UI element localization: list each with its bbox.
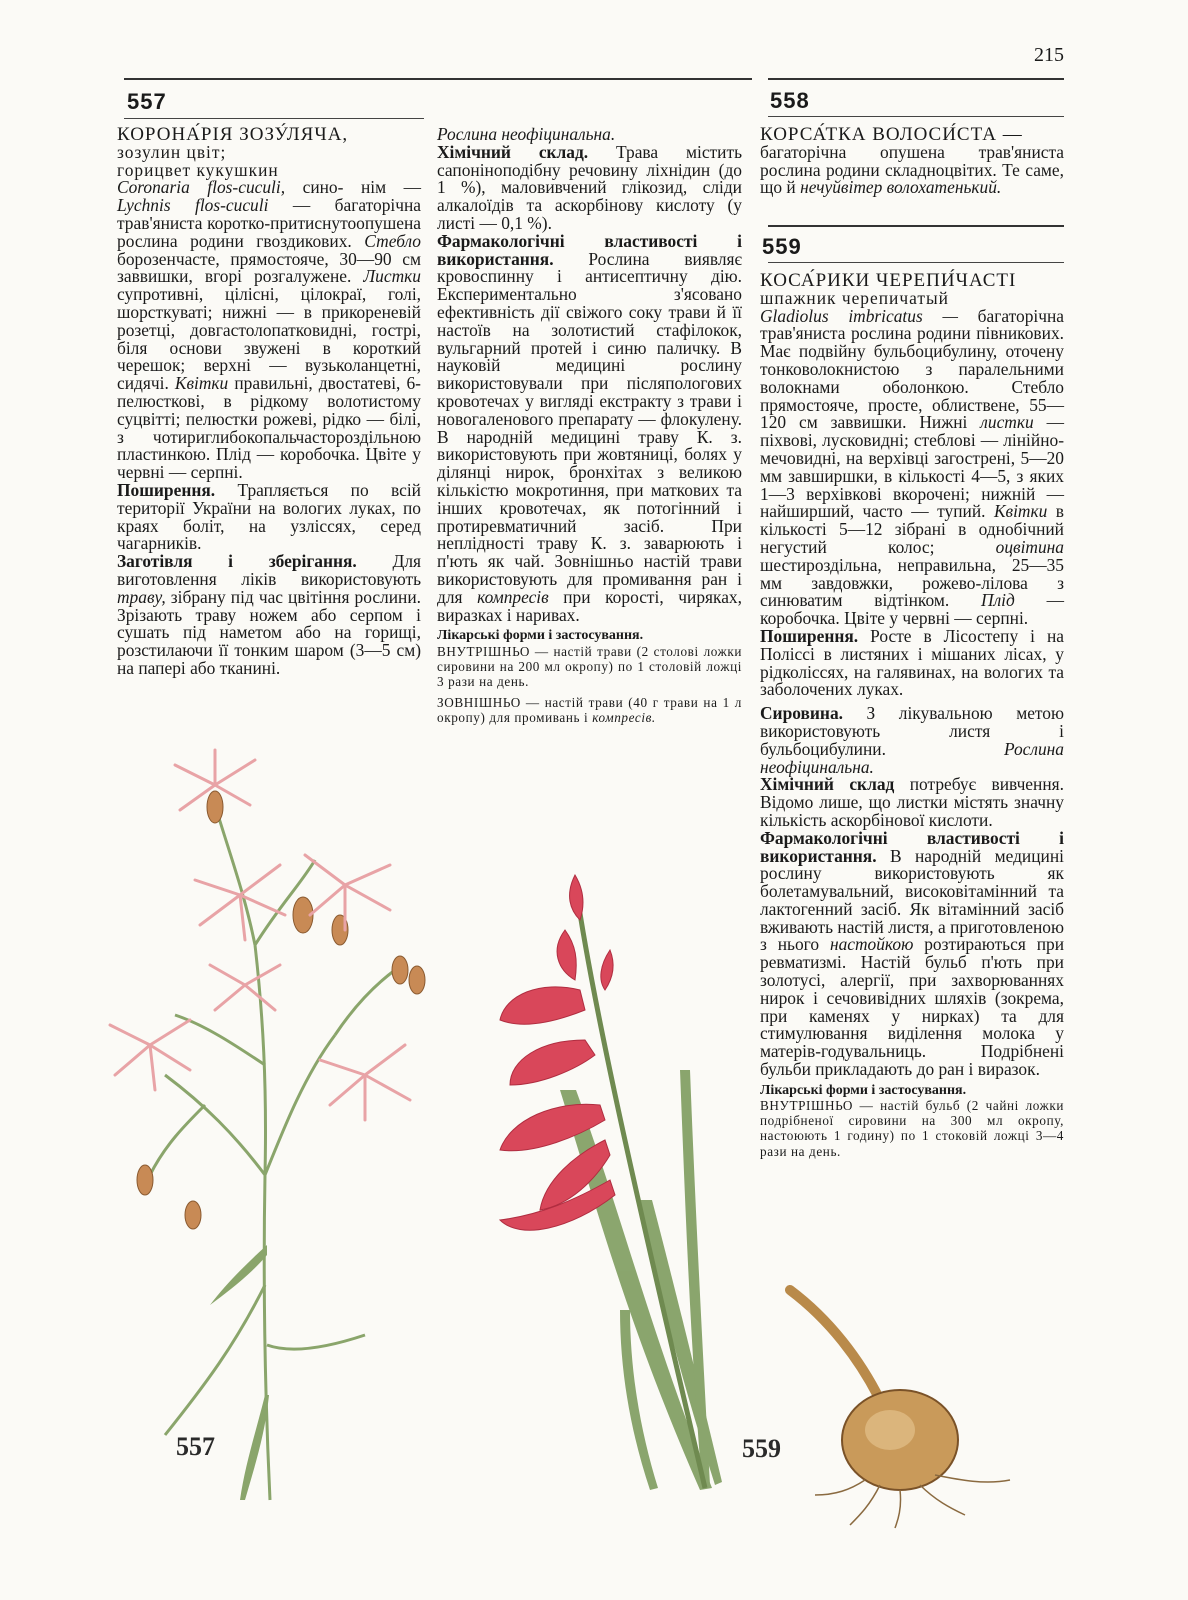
entry-559-chem	[760, 776, 1064, 829]
illustration-559-bulb	[770, 1280, 1070, 1530]
entry-559-title: КОСА́РИКИ ЧЕРЕПИ́ЧАСТІ	[760, 270, 1017, 291]
entry-557-harvest-text2: зібрану під час цвітіння рослини. Зрізають траву ножем або серпом і сушать під наметом або на горищі, розстилаючи її тонким шаром (3—5 см) на папері або тканині.	[117, 586, 421, 678]
entry-557-harvest-herb: траву,	[117, 586, 166, 607]
entry-559-chem-label: Хімічний склад	[760, 774, 895, 795]
entry-558-title: КОРСА́ТКА ВОЛОСИ́СТА —	[760, 124, 1023, 145]
entry-557-spread	[117, 479, 421, 554]
entry-557-pharm-compress: компресів	[477, 586, 549, 607]
entry-559-chem-text: потребує вивчення. Відомо лише, що листки містять значну кількість аскорбінової кислоти.	[760, 774, 1064, 830]
entry-557-syn1: зозулин цвіт;	[117, 141, 227, 162]
entry-559-text	[760, 272, 1064, 1159]
entry-557-leaves-text: супротивні, цілісні, цілокраї, голі, шорсткуваті; нижні — в прикореневій розетці, довгастолопатковидні, гострі, біля основи звужені в короткий черешок; верхні — вузьколанцетні, сидячі.	[117, 284, 421, 394]
entry-number-558: 558	[770, 88, 810, 113]
entry-559-raw-label: Сировина.	[760, 703, 843, 724]
entry-559-spread	[760, 625, 1064, 700]
entry-559-pharm-label: Фармакологічні властивості і використання.	[760, 827, 1064, 866]
rule-559-top	[768, 225, 1064, 227]
entry-557-nonofficial: Рослина неофіцинальна.	[437, 124, 616, 144]
illustration-label-557: 557	[176, 1432, 215, 1461]
entry-557-latin: Coronaria flos-cuculi,	[117, 177, 286, 198]
entry-557-chem-text: Трава містить сапоніноподібну речовину ліхнідин (до 1 %), маловивчений глікозид, сліди алкалоїдів та аскорбінову кислоту (у листі — 0,1 %).	[437, 141, 742, 233]
entry-558-text: багаторічна опушена трав'яниста рослина родини складноцвітих. Те саме, що й	[760, 141, 1064, 198]
entry-557-internal: ВНУТРІШНЬО — настій трави (2 столові ложки сировини на 200 мл окропу) по 1 столовій ложці 3 рази на день.	[437, 643, 742, 689]
entry-559-leaves-label: листки	[980, 412, 1034, 433]
entry-559-fruit-label: Плід	[981, 590, 1015, 611]
entry-558-ref: нечуйвітер волохатенький.	[800, 177, 1002, 198]
illustration-557-coronaria	[95, 745, 435, 1505]
entry-557-stem-text: борозенчасте, прямостояче, 30—90 см заввишки, вгорі розгалужене.	[117, 248, 421, 287]
entry-557-external	[437, 695, 742, 725]
entry-559-flowers-text: в кількості 5—12 зібрані в однобічний негустий колос;	[760, 501, 1064, 557]
entry-557-flowers-label: Квітки	[174, 373, 229, 394]
entry-557-external-compress: компресів.	[592, 710, 656, 726]
entry-559-syn: шпажник черепичатый	[760, 287, 949, 308]
entry-557-external-text: ЗОВНІШНЬО — настій трави (40 г трави на 1 л окропу) для промивань і	[437, 695, 742, 726]
entry-557-spread-label: Поширення.	[117, 479, 216, 500]
entry-557-syn-prefix: нім —	[360, 177, 421, 198]
page-number: 215	[1034, 44, 1064, 66]
rule-559-under	[768, 262, 1064, 263]
entry-557-forms	[437, 628, 742, 725]
entry-557-spread-text: Трапляється по всій території України на вологих луках, по краях боліт, на узліссях, серед чагарників.	[117, 479, 421, 554]
entry-557-desc: — багаторічна трав'яниста коротко-притиснутоопушена рослина родини гвоздикових.	[117, 195, 421, 251]
entry-559-pharm-tincture: настойкою	[829, 934, 914, 955]
entry-557-chem	[437, 141, 742, 233]
entry-557-syn-latin: Lychnis flos-cuculi	[117, 195, 269, 216]
entry-559-leaves-text: — піхвові, лусковидні; стеблові — лінійно-мечовидні, на верхівці загострені, 5—20 мм завширшки, в кількості 4—5, з яких 1—3 верхівкові вкорочені; нижній — найширший, часто — тупий.	[760, 412, 1064, 522]
entry-557-latin-tail: сино-	[302, 177, 344, 198]
rule-558-under	[768, 116, 1064, 117]
entry-559-internal: ВНУТРІШНЬО — настій бульб (2 чайні ложки подрібненої сировини на 300 мл окропу, настоюють 1 годину) по 1 стоковій ложці 3—4 рази на день.	[760, 1098, 1064, 1159]
entry-557-col2	[437, 126, 742, 726]
entry-559-desc: багаторічна трав'яниста рослина родини півникових. Має подвійну бульбоцибулину, оточену тонковолокнистою з паралельними волокнами оболонкою. Стебло прямостояче, просте, облиствене, 55—120 см заввишки. Нижні	[760, 305, 1064, 433]
entry-number-557: 557	[127, 89, 167, 114]
entry-559-desc-block	[760, 305, 1064, 629]
entry-559-pharm-text1: В народній медицині рослину використовують як болетамувальний, високовітамінний та лактогенний засіб. Як вітамінний засіб вживають настій листя, а приготовленою з нього	[760, 845, 1064, 955]
entry-557-title: КОРОНА́РІЯ ЗОЗУ́ЛЯЧА,	[117, 124, 349, 145]
entry-557-harvest-text: Для виготовлення ліків використовують	[117, 551, 421, 589]
entry-557-flowers-text: правильні, двостатеві, 6-пелюсткові, в рідкому волотистому суцвітті; пелюстки рожеві, рідко — білі, з чотириглибокопальчастороздільною пластинкою. Плід — коробочка. Цвіте у червні — серпні.	[117, 373, 421, 483]
entry-557-stem-label: Стебло	[364, 230, 421, 251]
entry-557-col1	[117, 126, 421, 678]
rule-557-top	[124, 78, 752, 80]
entry-559-pharm-text2: розтираються при ревматизмі. Настій бульб п'ють при золотусі, алергії, при захворюваннях нирок і сечовивідних шляхів (зокрема, при каменях у нирках) та для стимулювання виділення молока у матерів-годувальниць. Подрібнені бульби прикладають до ран і виразок.	[760, 934, 1064, 1080]
entry-557-pharm-text2: при корості, чиряках, виразках і наривах.	[437, 586, 742, 625]
entry-557-pharm-label: Фармакологічні властивості і використання.	[437, 230, 742, 269]
rule-558-top	[768, 78, 1064, 80]
entry-557-chem-label: Хімічний склад.	[437, 141, 589, 162]
entry-559-perianth-text: шестироздільна, неправильна, 25—35 мм завдовжки, рожево-лілова з синюватим відтінком.	[760, 554, 1064, 611]
entry-557-syn2: горицвет кукушкин	[117, 159, 279, 180]
entry-559-spread-text: Росте в Лісостепу і на Поліссі в листяних і мішаних лісах, у рідколіссях, на галявинах, на вологих та заболочених луках.	[760, 625, 1064, 700]
rule-557-under	[124, 118, 424, 119]
entry-559-forms-label: Лікарські форми і застосування.	[760, 1082, 967, 1098]
entry-559-latin: Gladiolus imbricatus —	[760, 305, 958, 326]
entry-557-latin-line	[117, 179, 421, 482]
entry-557-harvest-label: Заготівля і зберігання.	[117, 551, 357, 572]
illustration-559-gladiolus	[480, 870, 750, 1500]
entry-559-raw-text: З лікувальною метою використовують листя і бульбоцибулини.	[760, 703, 1064, 759]
entry-557-forms-label: Лікарські форми і застосування.	[437, 628, 644, 644]
entry-557-leaves-label: Листки	[363, 266, 421, 287]
entry-558	[760, 126, 1064, 197]
entry-557-pharm	[437, 230, 742, 625]
entry-number-559: 559	[762, 234, 802, 259]
entry-557-harvest	[117, 553, 421, 678]
entry-559-perianth-label: оцвітина	[995, 536, 1064, 557]
entry-559-flowers-label: Квітки	[993, 501, 1048, 522]
entry-559-raw	[760, 705, 1064, 776]
entry-559-pharm	[760, 827, 1064, 1080]
entry-559-forms	[760, 1083, 1064, 1159]
entry-559-raw-nonofficial: Рослина неофіцинальна.	[760, 738, 1064, 777]
illustration-label-559: 559	[742, 1434, 781, 1463]
entry-559-fruit-text: — коробочка. Цвіте у червні — серпні.	[760, 590, 1064, 629]
entry-559-spread-label: Поширення.	[760, 625, 859, 646]
entry-558-text-line	[760, 141, 1064, 198]
entry-557-pharm-text1: Рослина виявляє кровоспинну і антисептичну дію. Експериментально з'ясовано ефективність дії свіжого соку трави й її настоїв на золотистий стафілокок, вульгарний протей і синю паличку. В науковій медицині рослину використовували при післяпологових кровотечах у вигляді екстракту з трави і новогаленового препарату — флокулену. В народній медицині траву К. з. використовують при жовтяниці, болях у ділянці нирок, бронхітах з великою кількістю мокротиння, при маткових та інших кровотечах, як потогінний і протиревматичний засіб. При неплідності траву К. з. заварюють і п'ють як чай. Зовнішньо настій трави використовують для промивання ран і для	[437, 248, 742, 607]
